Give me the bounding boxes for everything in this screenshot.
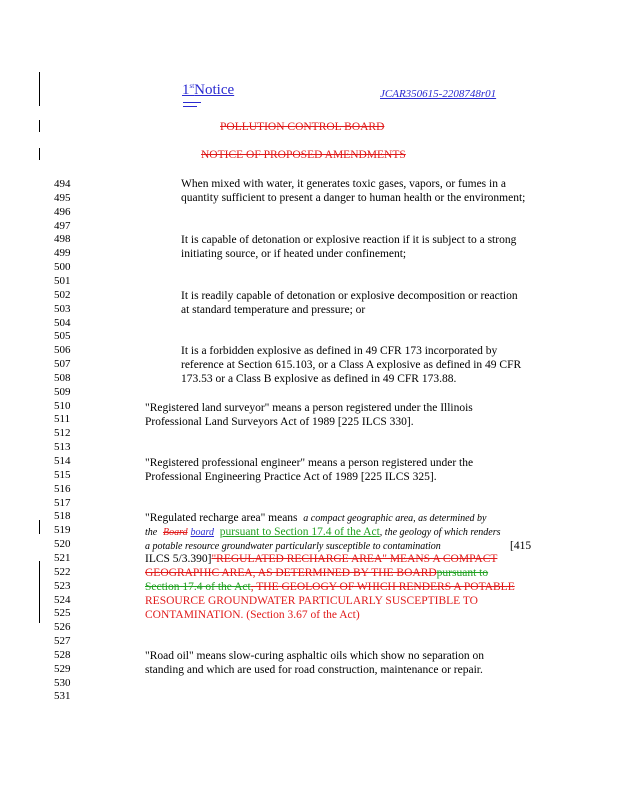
- line-number: 520: [54, 538, 71, 551]
- deleted-text: pursuant to: [436, 567, 489, 579]
- line-number: 528: [54, 648, 71, 661]
- line-number: 494: [54, 178, 71, 190]
- paragraph-line: initiating source, or if heated under confinement;: [181, 248, 407, 260]
- line-number: 523: [54, 579, 71, 592]
- paragraph-line: reference at Section 615.103, or a Class A explosive as defined in 49 CFR: [181, 359, 522, 371]
- line-number: 522: [54, 565, 71, 578]
- line-number: 529: [54, 662, 71, 675]
- line-number: 530: [54, 676, 71, 689]
- line-number: 516: [54, 482, 71, 495]
- line-number: 511: [54, 413, 71, 426]
- line-number: 510: [54, 399, 71, 412]
- change-bar: [39, 72, 40, 106]
- citation: [415: [510, 540, 532, 552]
- notice-title: 1stNotice: [182, 82, 235, 98]
- line-number: 505: [54, 330, 71, 343]
- line-number: 517: [54, 496, 71, 509]
- line-number: 518: [54, 510, 71, 523]
- agency-name: POLLUTION CONTROL BOARD: [220, 121, 385, 133]
- deleted-text: , THE GEOLOGY OF WHICH RENDERS A POTABLE: [250, 581, 515, 593]
- inserted-text: pursuant to Section 17.4 of the Act: [219, 526, 380, 538]
- line-number: 514: [54, 455, 71, 467]
- line-number: 508: [54, 371, 71, 384]
- paragraph-line: When mixed with water, it generates toxic gases, vapors, or fumes in a: [181, 178, 506, 190]
- line-number: 509: [54, 385, 71, 398]
- paragraph-line: "Road oil" means slow-curing asphaltic oils which show no separation on: [145, 650, 484, 662]
- paragraph-line: "Regulated recharge area" means a compact geographic area, as determined by: [145, 512, 487, 524]
- paragraph-line: 173.53 or a Class B explosive as defined in 49 CFR 173.88.: [181, 373, 457, 385]
- paragraph-line: "Registered professional engineer" means a person registered under the: [145, 457, 474, 469]
- notice-type: NOTICE OF PROPOSED AMENDMENTS: [201, 149, 406, 161]
- insert-mark: [183, 102, 201, 103]
- change-bar: [39, 520, 40, 534]
- line-number: 525: [54, 607, 71, 620]
- line-number: 504: [54, 316, 71, 329]
- paragraph-line: It is a forbidden explosive as defined in 49 CFR 173 incorporated by: [181, 345, 498, 357]
- line-number: 495: [54, 191, 71, 204]
- line-number: 496: [54, 205, 71, 218]
- line-number: 531: [54, 690, 71, 703]
- paragraph-line: It is readily capable of detonation or explosive decomposition or reaction: [181, 290, 518, 302]
- change-bar: [39, 561, 40, 623]
- line-number: 515: [54, 468, 71, 481]
- deleted-text: Board: [162, 527, 188, 538]
- line-number: 527: [54, 635, 71, 648]
- paragraph-line: a potable resource groundwater particularly susceptible to contamination: [145, 541, 441, 552]
- insert-mark: [183, 106, 197, 107]
- line-number: 500: [54, 261, 71, 274]
- line-number: 521: [54, 551, 71, 564]
- change-bar: [39, 148, 40, 160]
- line-number: 503: [54, 302, 71, 315]
- line-number: 512: [54, 427, 71, 440]
- paragraph-line: Professional Engineering Practice Act of 1989 [225 ILCS 325].: [145, 471, 437, 483]
- line-number: 499: [54, 247, 71, 260]
- line-number: 507: [54, 358, 71, 371]
- line-number: 526: [54, 621, 71, 634]
- line-number: 524: [54, 593, 71, 606]
- line-number: 502: [54, 288, 71, 301]
- line-number: 506: [54, 344, 71, 357]
- line-number: 519: [54, 524, 71, 537]
- document-id: JCAR350615-2208748r01: [380, 88, 497, 100]
- line-number: 498: [54, 233, 71, 246]
- paragraph-line: It is capable of detonation or explosive reaction if it is subject to a strong: [181, 234, 517, 246]
- inserted-text: board: [190, 527, 215, 538]
- paragraph-line: [145, 567, 488, 580]
- paragraph-line: quantity sufficient to present a danger to human health or the environment;: [181, 192, 526, 204]
- paragraph-line: ILCS 5/3.390]"REGULATED RECHARGE AREA" MEANS A COMPACT: [145, 553, 498, 565]
- deleted-text: Section 17.4 of the Act: [145, 581, 251, 593]
- deleted-text: GEOGRAPHIC AREA, AS DETERMINED BY THE BOARD: [145, 567, 437, 579]
- paragraph-line: at standard temperature and pressure; or: [181, 304, 366, 316]
- paragraph-line: Professional Land Surveyors Act of 1989 [225 ILCS 330].: [145, 416, 414, 428]
- change-bar: [39, 120, 40, 132]
- paragraph-line: RESOURCE GROUNDWATER PARTICULARLY SUSCEPTIBLE TO: [145, 595, 478, 607]
- paragraph-line: standing and which are used for road construction, maintenance or repair.: [145, 664, 483, 676]
- line-number: 501: [54, 274, 71, 287]
- paragraph-line: [145, 581, 515, 594]
- deleted-text: "REGULATED RECHARGE AREA" MEANS A COMPACT: [211, 553, 498, 565]
- paragraph-line: "Registered land surveyor" means a person registered under the Illinois: [145, 402, 473, 414]
- line-number: 497: [54, 219, 71, 232]
- line-number: 513: [54, 441, 71, 454]
- paragraph-line: CONTAMINATION. (Section 3.67 of the Act): [145, 609, 360, 621]
- paragraph-line: the Board board pursuant to Section 17.4 of the Act, the geology of which renders: [145, 526, 501, 538]
